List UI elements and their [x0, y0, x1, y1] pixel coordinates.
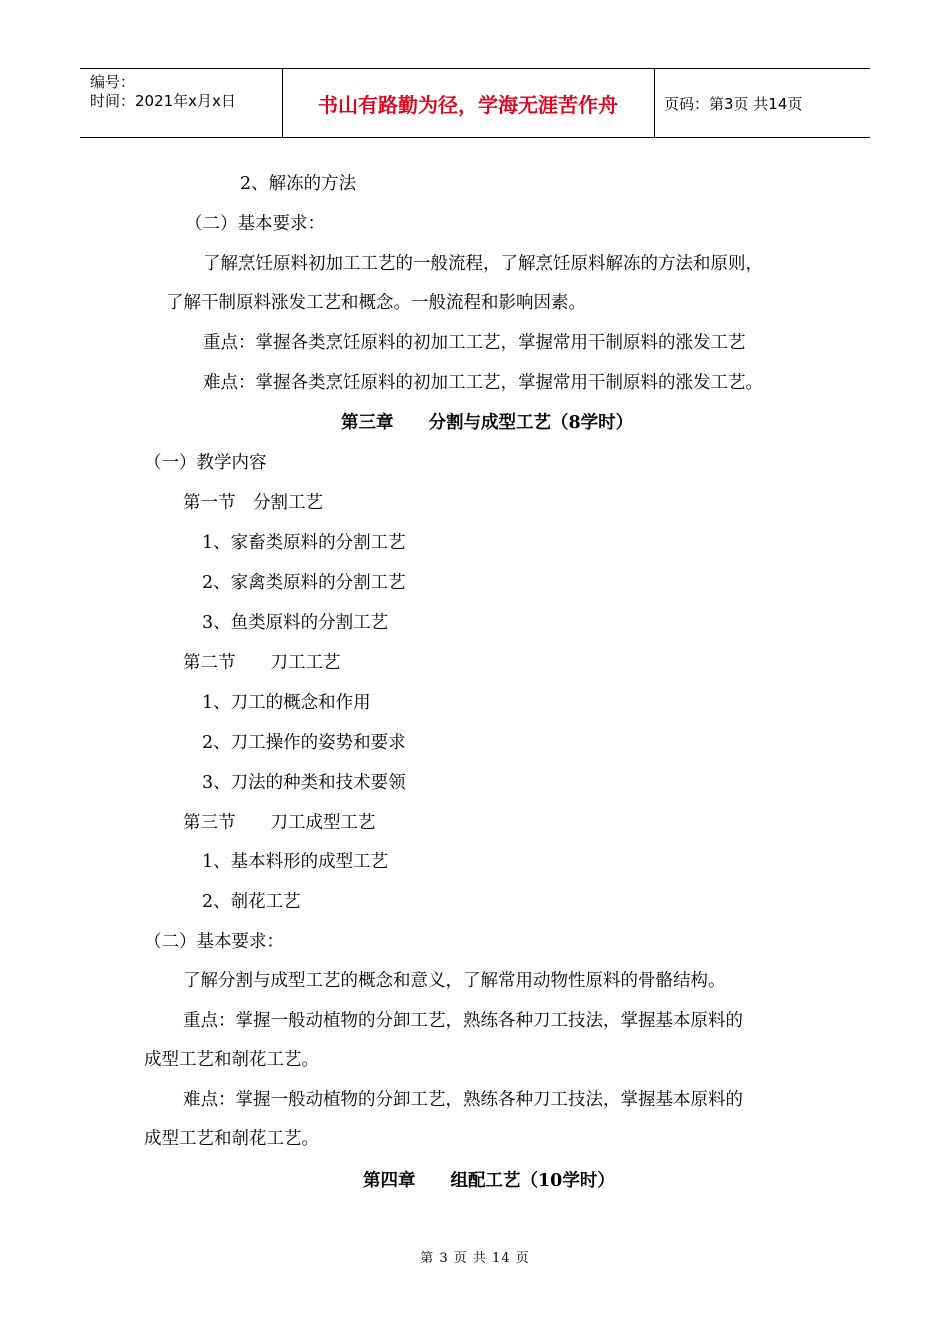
- paragraph-text: 了解分割与成型工艺的概念和意义，了解常用动物性原料的骨骼结构。: [183, 971, 726, 991]
- subsection-title: 第二节 刀工工艺: [183, 653, 341, 673]
- header-divider: [654, 69, 655, 137]
- list-item: 1、基本料形的成型工艺: [202, 852, 389, 872]
- subsection-title: 第三节 刀工成型工艺: [183, 813, 376, 833]
- list-item: 3、鱼类原料的分割工艺: [202, 613, 389, 633]
- difficulty-text: 难点：掌握一般动植物的分卸工艺，熟练各种刀工技法，掌握基本原料的: [183, 1090, 743, 1110]
- list-item: 2、解冻的方法: [240, 174, 357, 194]
- list-item: 2、刀工操作的姿势和要求: [202, 733, 406, 753]
- page-header: [80, 68, 870, 138]
- key-point-text: 重点：掌握各类烹饪原料的初加工工艺，掌握常用干制原料的涨发工艺: [203, 333, 746, 353]
- serial-label: 编号：: [90, 73, 136, 91]
- header-motto: 书山有路勤为径，学海无涯苦作舟: [318, 92, 618, 117]
- paragraph-text: 成型工艺和剞花工艺。: [144, 1050, 319, 1070]
- list-item: 3、刀法的种类和技术要领: [202, 773, 406, 793]
- section-heading: （二）基本要求：: [185, 214, 325, 234]
- list-item: 1、家畜类原料的分割工艺: [202, 533, 406, 553]
- chapter-title: 第三章 分割与成型工艺（8学时）: [341, 413, 634, 433]
- key-point-text: 重点：掌握一般动植物的分卸工艺，熟练各种刀工技法，掌握基本原料的: [183, 1011, 743, 1031]
- paragraph-text: 成型工艺和剞花工艺。: [144, 1129, 319, 1149]
- paragraph-text: 了解干制原料涨发工艺和概念。一般流程和影响因素。: [166, 293, 586, 313]
- header-meta: [90, 73, 236, 111]
- section-heading: （二）基本要求：: [144, 932, 284, 952]
- difficulty-text: 难点：掌握各类烹饪原料的初加工工艺，掌握常用干制原料的涨发工艺。: [203, 373, 763, 393]
- subsection-title: 第一节 分割工艺: [183, 493, 323, 513]
- list-item: 2、家禽类原料的分割工艺: [202, 573, 406, 593]
- list-item: 1、刀工的概念和作用: [202, 693, 371, 713]
- header-page-info: 页码：第3页 共14页: [664, 94, 803, 113]
- time-label: 时间：2021年x月x日: [90, 92, 236, 110]
- list-item: 2、剞花工艺: [202, 892, 301, 912]
- chapter-title: 第四章 组配工艺（10学时）: [363, 1171, 615, 1191]
- section-heading: （一）教学内容: [144, 453, 267, 473]
- page-footer: 第 3 页 共 14 页: [420, 1251, 530, 1266]
- paragraph-text: 了解烹饪原料初加工工艺的一般流程，了解烹饪原料解冻的方法和原则，: [203, 254, 763, 274]
